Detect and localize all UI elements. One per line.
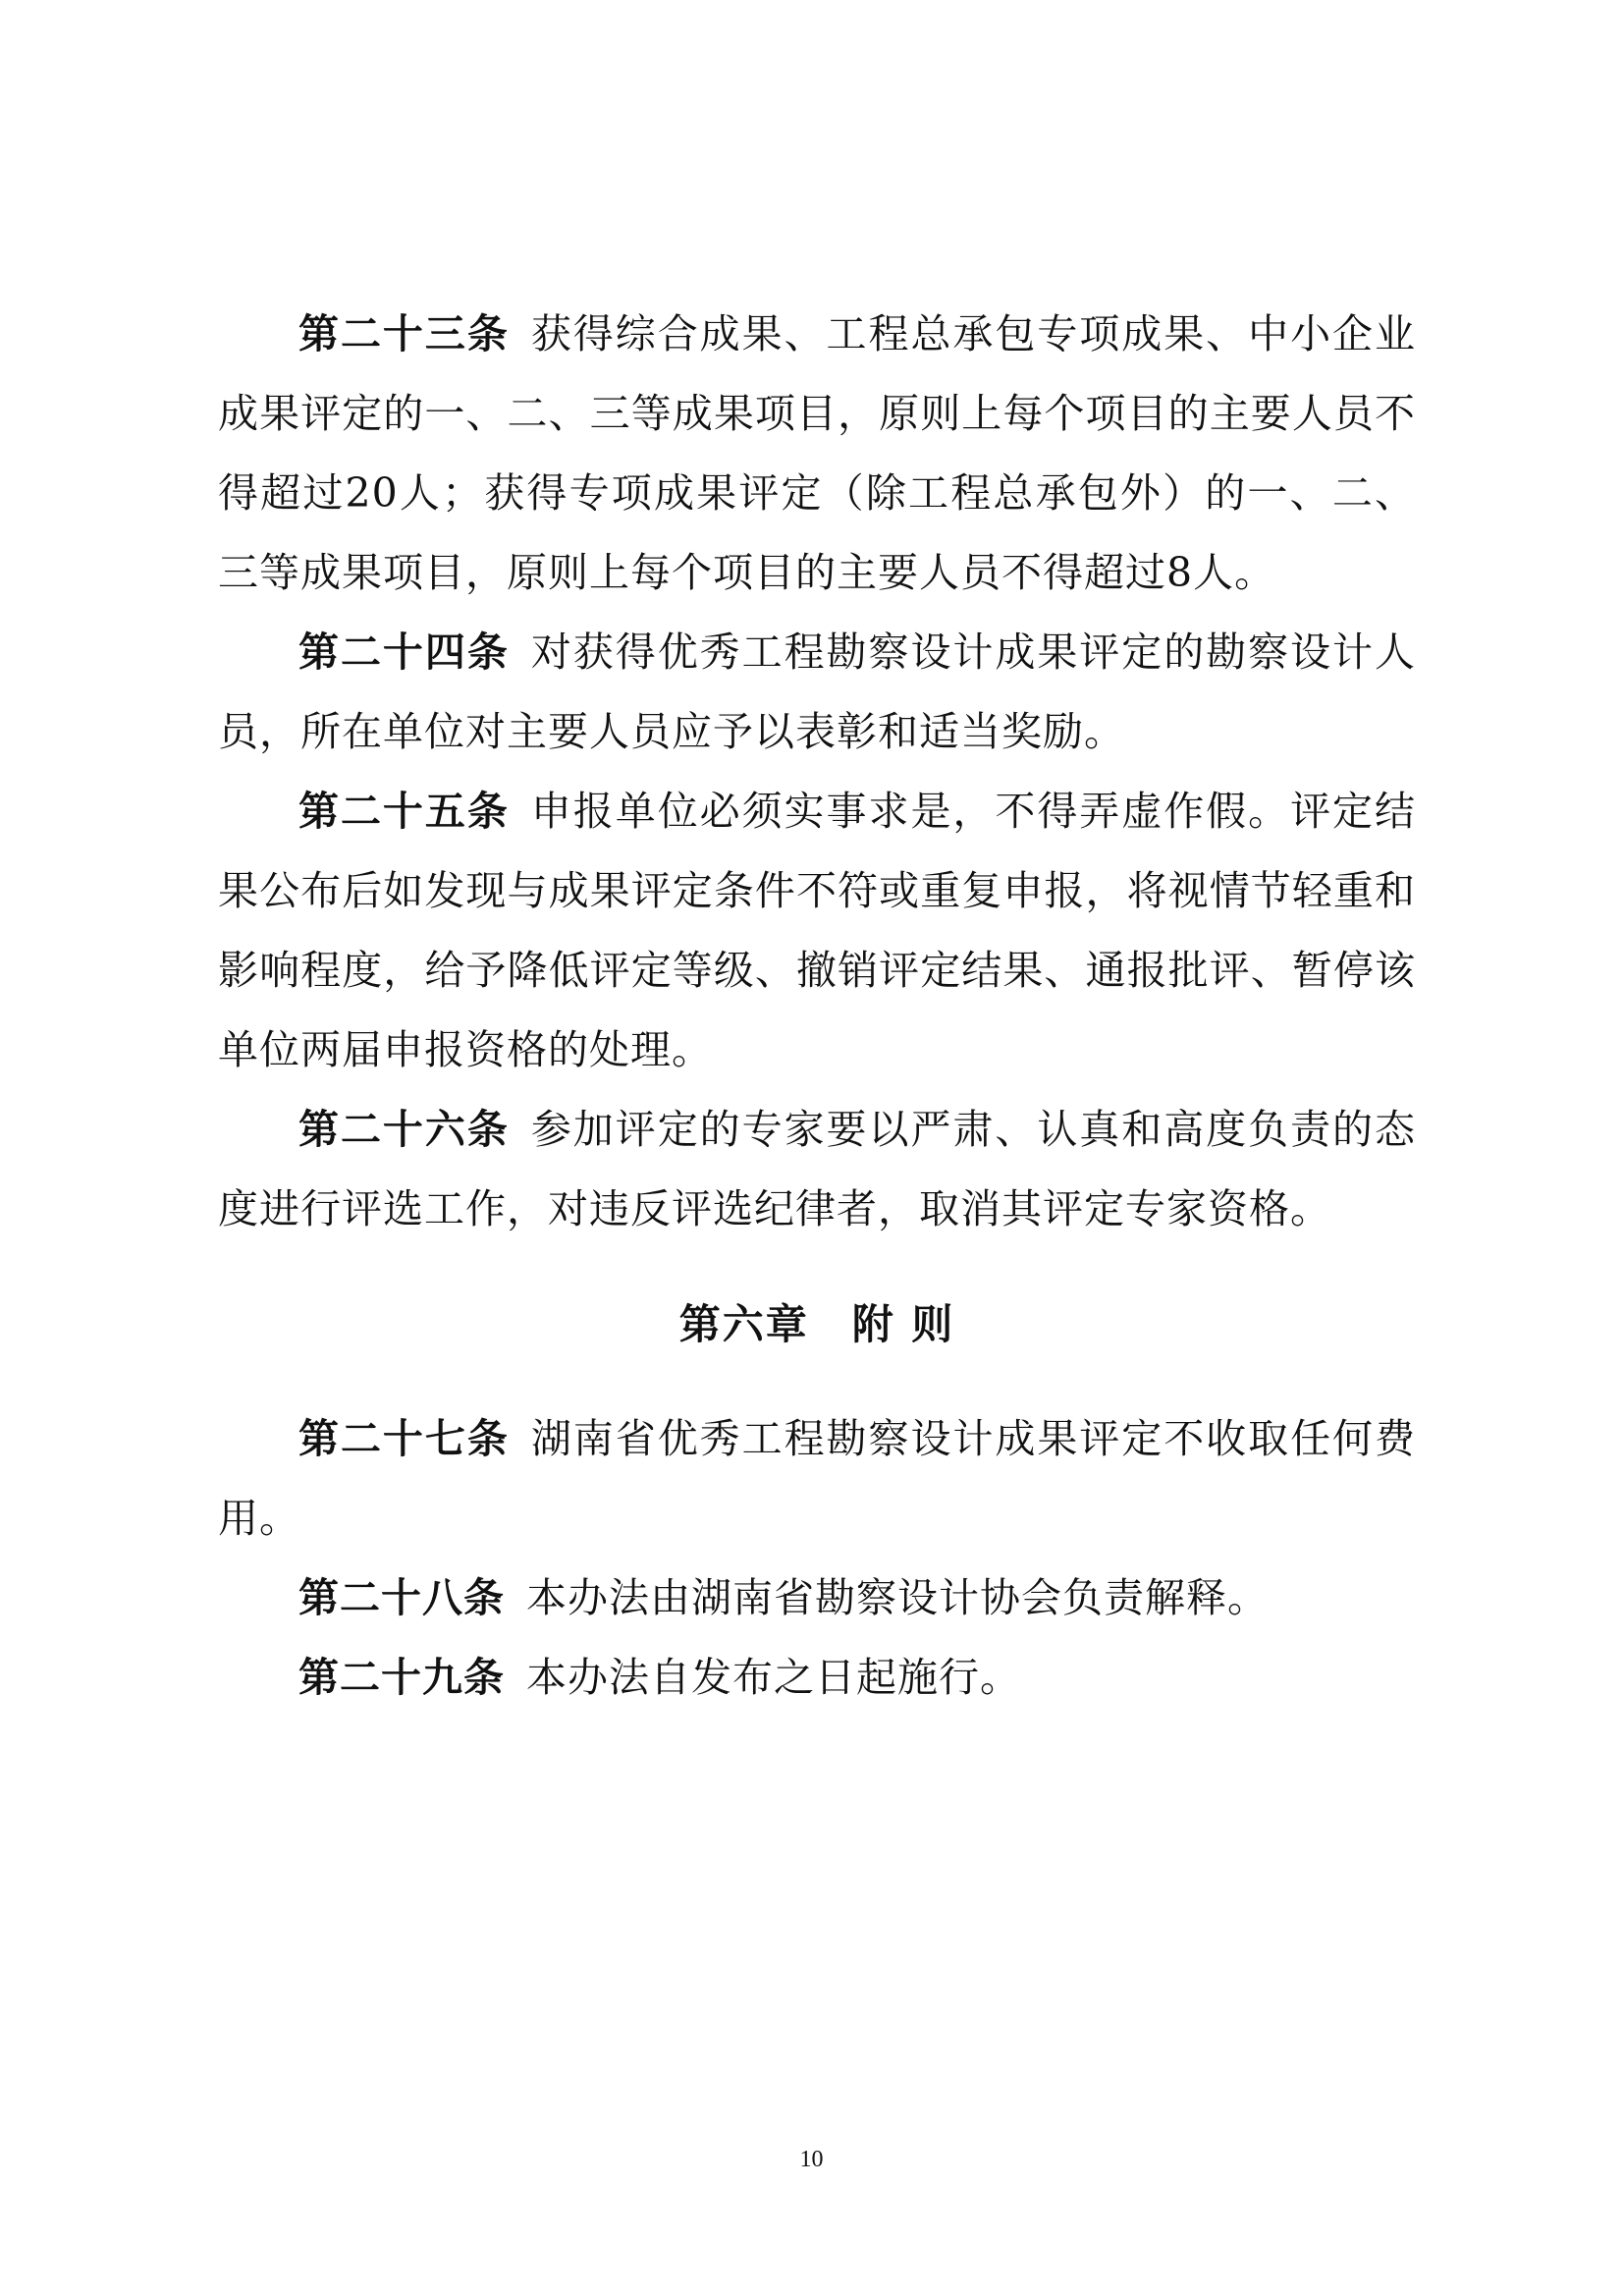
article-text: 申报单位必须实事求是，不得弄虚作假。评定结果公布后如发现与成果评定条件不符或重复申报，将视情节轻重和影响程度，给予降低评定等级、撤销评定结果、通报批评、暂停该单位两届申报资格的处理。	[218, 788, 1417, 1073]
article-24	[218, 613, 1416, 772]
article-text: 参加评定的专家要以严肃、认真和高度负责的态度进行评选工作，对违反评选纪律者，取消其评定专家资格。	[218, 1106, 1417, 1232]
article-25	[218, 772, 1416, 1090]
article-number: 第二十三条	[298, 310, 510, 357]
article-number: 第二十九条	[298, 1654, 505, 1701]
article-26	[218, 1090, 1416, 1249]
article-text: 湖南省优秀工程勘察设计成果评定不收取任何费用。	[218, 1415, 1417, 1542]
article-23	[218, 295, 1416, 613]
article-number: 第二十五条	[298, 788, 510, 835]
article-28	[218, 1558, 1416, 1638]
article-27	[218, 1399, 1416, 1558]
article-number: 第二十七条	[298, 1415, 510, 1462]
article-number: 第二十四条	[298, 629, 510, 676]
article-text: 对获得优秀工程勘察设计成果评定的勘察设计人员，所在单位对主要人员应予以表彰和适当奖励。	[218, 629, 1417, 755]
article-number: 第二十八条	[298, 1574, 505, 1621]
article-text: 本办法自发布之日起施行。	[526, 1654, 1021, 1701]
article-text: 获得综合成果、工程总承包专项成果、中小企业成果评定的一、二、三等成果项目，原则上每个项目的主要人员不得超过20人；获得专项成果评定（除工程总承包外）的一、二、三等成果项目，原则上每个项目的主要人员不得超过8人。	[218, 310, 1417, 596]
page-number: 10	[799, 2147, 824, 2172]
chapter-heading: 第六章 附 则	[678, 1300, 955, 1348]
article-number: 第二十六条	[298, 1106, 510, 1153]
page-content	[218, 295, 1416, 1718]
article-text: 本办法由湖南省勘察设计协会负责解释。	[526, 1574, 1269, 1621]
article-29	[218, 1638, 1416, 1718]
